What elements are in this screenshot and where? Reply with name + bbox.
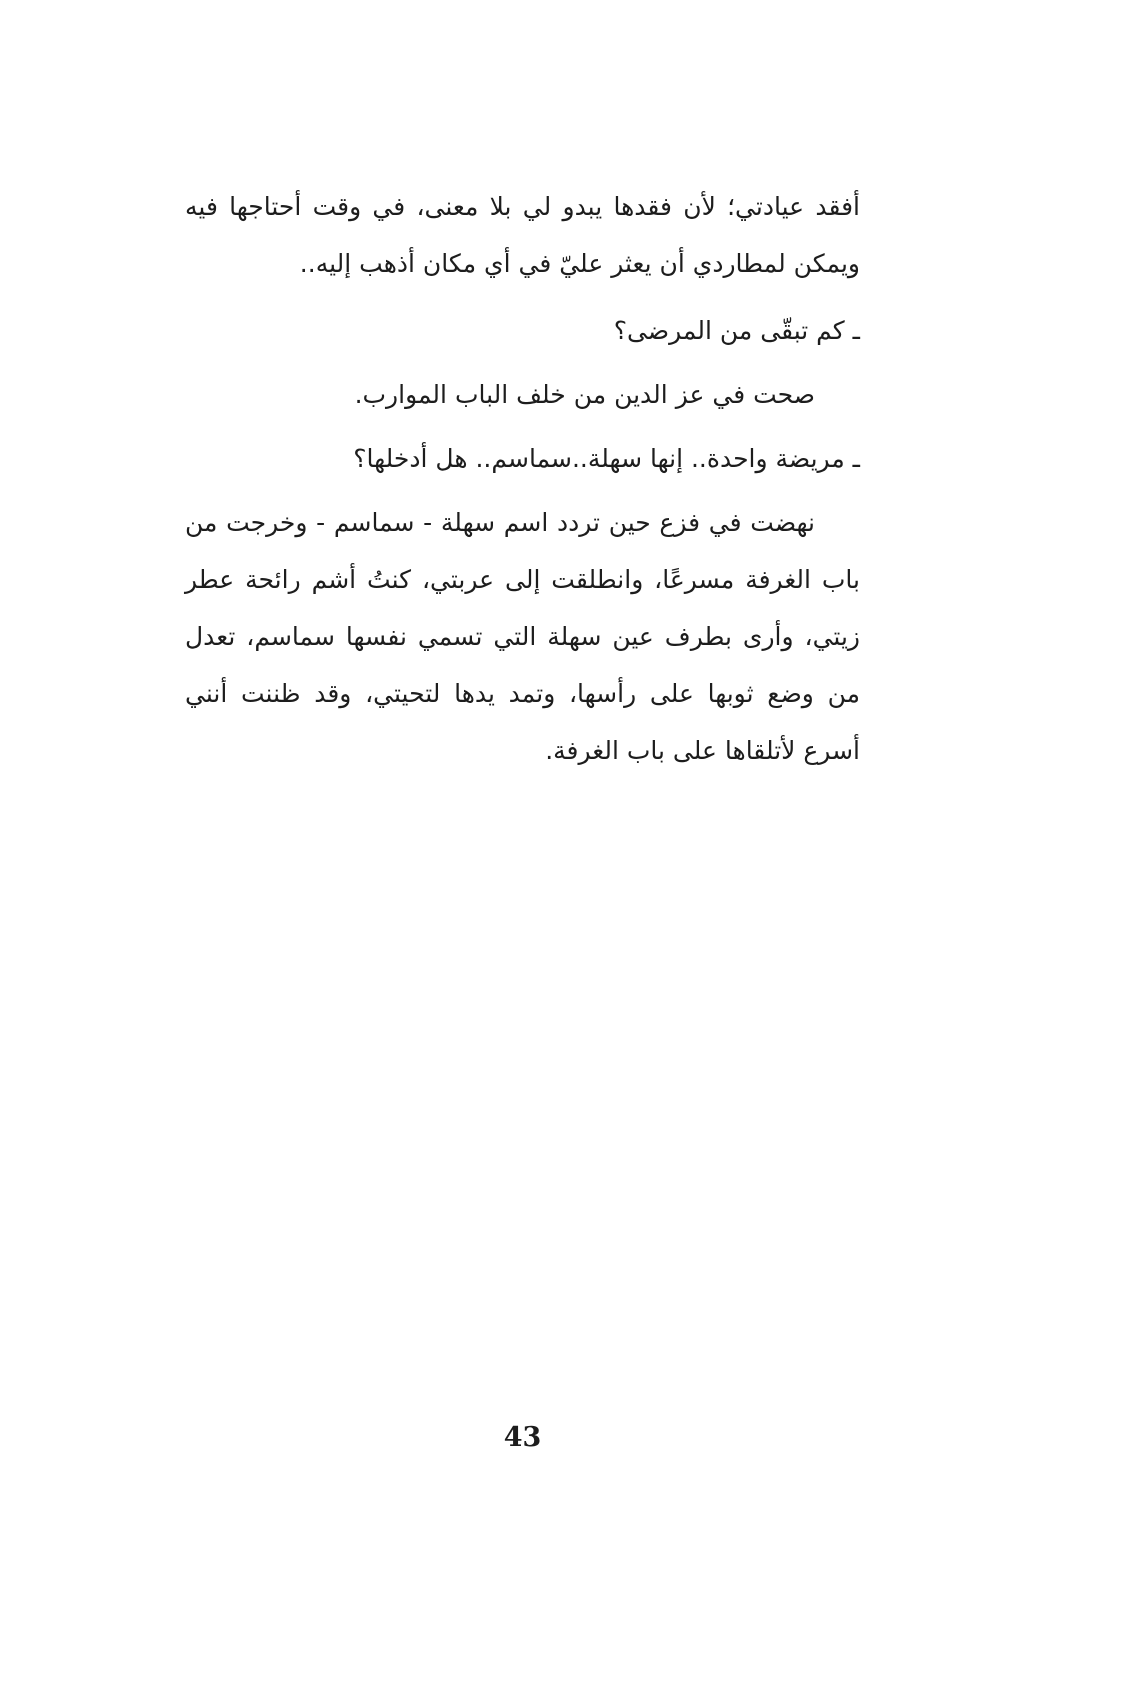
dialogue-patients-remaining: ـ كم تبقّى من المرضى؟ (613, 316, 860, 345)
dialogue-one-patient: ـ مريضة واحدة.. إنها سهلة..سماسم.. هل أدخلها؟ (353, 444, 860, 473)
paragraph-clinic: أفقد عيادتي؛ لأن فقدها يبدو لي بلا معنى، في وقت أحتاجها فيه ويمكن لمطاردي أن يعثر عليّ في أي مكان أذهب إليه.. (185, 192, 860, 278)
page-number: 43 (503, 1422, 542, 1453)
paragraph-flee: نهضت في فزع حين تردد اسم سهلة - سماسم - وخرجت من باب الغرفة مسرعًا، وانطلقت إلى عربتي، كنتُ أشم رائحة عطر زيتي، وأرى بطرف عين سهلة التي تسمي نفسها سماسم، تعدل من وضع ثوبها على رأسها، وتمد يدها لتحيتي، وقد ظننت أنني أسرع لأتلقاها على باب الغرفة. (185, 508, 860, 765)
narration-shout: صحت في عز الدين من خلف الباب الموارب. (354, 380, 815, 409)
body-text (185, 178, 860, 786)
